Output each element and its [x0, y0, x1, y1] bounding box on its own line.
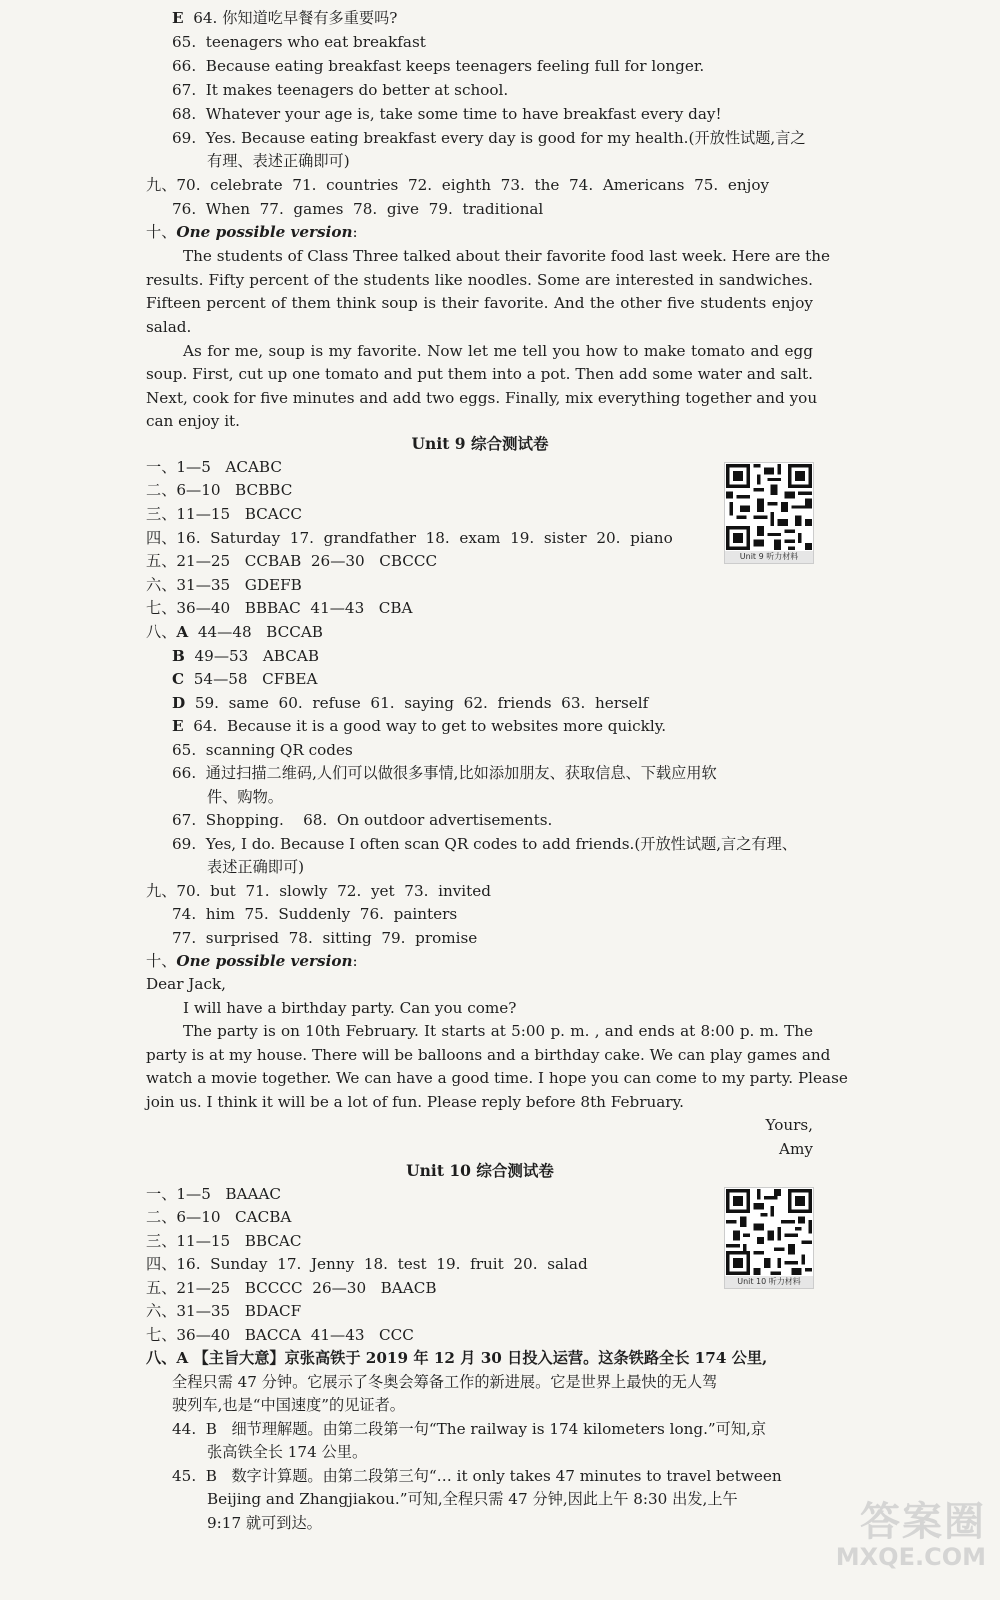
- answer-65: 65. scanning QR codes: [172, 741, 353, 759]
- section-four: 四、16. Sunday 17. Jenny 18. test 19. fruit 20. salad: [146, 1255, 588, 1273]
- answer-text: 44—48 BCCAB: [197, 623, 323, 641]
- answer-text: 64. 你知道吃早餐有多重要吗?: [193, 9, 398, 27]
- answer-65: 65. teenagers who eat breakfast: [172, 33, 426, 51]
- section-nine-line1: 九、70. but 71. slowly 72. yet 73. invited: [146, 882, 491, 900]
- section-nine-line2: 74. him 75. Suddenly 76. painters: [172, 905, 458, 923]
- section-three: 三、11—15 BCACC: [146, 505, 302, 523]
- section-seven: 七、36—40 BBBAC 41—43 CBA: [146, 599, 413, 617]
- section-eight-summary-line3: 驶列车,也是“中国速度”的见证者。: [172, 1396, 405, 1414]
- section-number: 十、: [146, 952, 177, 970]
- section-six: 六、31—35 GDEFB: [146, 576, 302, 594]
- section-eight-b: [172, 645, 319, 667]
- item-label: E: [172, 717, 184, 735]
- item-label: C: [172, 670, 185, 688]
- answer-text: 64. Because it is a good way to get to websites more quickly.: [193, 717, 667, 735]
- section-three: 三、11—15 BBCAC: [146, 1232, 302, 1250]
- watermark-text: 答案圈: [860, 1499, 986, 1545]
- question-44-line1: 44. B 细节理解题。由第二段第一句“The railway is 174 kilometers long.”可知,京: [172, 1420, 767, 1438]
- section-six: 六、31—35 BDACF: [146, 1302, 302, 1320]
- answer-67-68: 67. Shopping. 68. On outdoor advertisements.: [172, 811, 553, 829]
- section-eight-e: [172, 715, 666, 737]
- item-label: D: [172, 694, 186, 712]
- watermark-logo: [836, 1500, 986, 1570]
- section-four: 四、16. Saturday 17. grandfather 18. exam 19. sister 20. piano: [146, 529, 673, 547]
- section-eight-c: [172, 668, 317, 690]
- qr-code-icon: [726, 1189, 812, 1275]
- letter-line: party is at my house. There will be balloons and a birthday cake. We can play games and: [146, 1046, 831, 1064]
- question-44-line2: 张高铁全长 174 公里。: [207, 1443, 368, 1461]
- essay-line: Fifteen percent of them think soup is their favorite. And the other five students enjoy: [146, 294, 813, 312]
- section-two: 二、6—10 BCBBC: [146, 481, 293, 499]
- section-eight-summary-line2: 全程只需 47 分钟。它展示了冬奥会筹备工作的新进展。它是世界上最快的无人驾: [172, 1373, 718, 1391]
- section-two: 二、6—10 CACBA: [146, 1208, 292, 1226]
- unit10-qr-code[interactable]: [724, 1187, 814, 1289]
- unit9-title: Unit 9 综合测试卷: [411, 434, 549, 453]
- qr-code-icon: [726, 464, 812, 550]
- section-nine-line3: 77. surprised 78. sitting 79. promise: [172, 929, 478, 947]
- unit9-qr-code[interactable]: [724, 462, 814, 564]
- version-label: One possible version: [176, 223, 353, 241]
- letter-line: join us. I think it will be a lot of fun. Please reply before 8th February.: [146, 1093, 684, 1111]
- letter-line: watch a movie together. We can have a good time. I hope you can come to my party. Please: [146, 1069, 848, 1087]
- section-number: 八、: [146, 623, 177, 641]
- watermark-domain: MXQE.COM: [835, 1543, 986, 1571]
- qr-caption: Unit 10 听力材料: [725, 1276, 813, 1288]
- section-seven: 七、36—40 BACCA 41—43 CCC: [146, 1326, 414, 1344]
- section-number: 十、: [146, 223, 177, 241]
- letter-line: I will have a birthday party. Can you come?: [183, 999, 517, 1017]
- answer-text: 54—58 CFBEA: [193, 670, 318, 688]
- answer-69-line2: 表述正确即可): [207, 858, 305, 876]
- section-eight-summary-line1: 八、A 【主旨大意】京张高铁于 2019 年 12 月 30 日投入运营。这条铁路全长 174 公里,: [146, 1349, 768, 1367]
- section-five: 五、21—25 BCCCC 26—30 BAACB: [146, 1279, 437, 1297]
- qr-caption: Unit 9 听力材料: [725, 551, 813, 563]
- section-eight-a: [146, 621, 323, 643]
- item-label: E: [172, 9, 184, 27]
- colon: :: [352, 223, 358, 241]
- essay-line: Next, cook for five minutes and add two eggs. Finally, mix everything together and you: [146, 389, 818, 407]
- item-label: A: [176, 623, 189, 641]
- section-one: 一、1—5 BAAAC: [146, 1185, 282, 1203]
- essay-line: The students of Class Three talked about their favorite food last week. Here are the: [183, 247, 831, 265]
- essay-line: As for me, soup is my favorite. Now let me tell you how to make tomato and egg: [183, 342, 813, 360]
- section-ten-heading: [146, 221, 358, 243]
- answer-68: 68. Whatever your age is, take some time to have breakfast every day!: [172, 105, 722, 123]
- essay-line: can enjoy it.: [146, 412, 240, 430]
- essay-line: results. Fifty percent of the students like noodles. Some are interested in sandwiches.: [146, 271, 813, 289]
- section-one: 一、1—5 ACABC: [146, 458, 282, 476]
- letter-salutation: Dear Jack,: [146, 975, 226, 993]
- question-45-line1: 45. B 数字计算题。由第二段第三句“… it only takes 47 minutes to travel between: [172, 1467, 782, 1485]
- answer-e64: [172, 7, 397, 29]
- section-nine-line2: 76. When 77. games 78. give 79. traditional: [172, 200, 544, 218]
- answer-69-line2: 有理、表述正确即可): [207, 152, 350, 170]
- question-45-line2: Beijing and Zhangjiakou.”可知,全程只需 47 分钟,因此上午 8:30 出发,上午: [207, 1490, 738, 1508]
- question-45-line3: 9:17 就可到达。: [207, 1514, 322, 1532]
- answer-66-line2: 件、购物。: [207, 788, 283, 806]
- answer-66: 66. Because eating breakfast keeps teenagers feeling full for longer.: [172, 57, 705, 75]
- item-label: B: [172, 647, 185, 665]
- section-ten-heading: [146, 950, 358, 972]
- unit10-title: Unit 10 综合测试卷: [406, 1161, 554, 1180]
- answer-69-line1: 69. Yes. Because eating breakfast every day is good for my health.(开放性试题,言之: [172, 129, 806, 147]
- answer-text: 49—53 ABCAB: [194, 647, 319, 665]
- letter-signature: Amy: [779, 1140, 813, 1158]
- letter-line: The party is on 10th February. It starts at 5:00 p. m. , and ends at 8:00 p. m. The: [183, 1022, 813, 1040]
- section-nine-line1: 九、70. celebrate 71. countries 72. eighth 73. the 74. Americans 75. enjoy: [146, 176, 770, 194]
- section-eight-d: [172, 692, 648, 714]
- colon: :: [352, 952, 358, 970]
- answer-66-line1: 66. 通过扫描二维码,人们可以做很多事情,比如添加朋友、获取信息、下载应用软: [172, 764, 717, 782]
- essay-line: soup. First, cut up one tomato and put them into a pot. Then add some water and salt.: [146, 365, 813, 383]
- answer-text: 59. same 60. refuse 61. saying 62. friends 63. herself: [194, 694, 649, 712]
- letter-closing: Yours,: [765, 1116, 813, 1134]
- answer-69-line1: 69. Yes, I do. Because I often scan QR codes to add friends.(开放性试题,言之有理、: [172, 835, 797, 853]
- answer-67: 67. It makes teenagers do better at school.: [172, 81, 509, 99]
- essay-line: salad.: [146, 318, 192, 336]
- version-label: One possible version: [176, 952, 353, 970]
- section-five: 五、21—25 CCBAB 26—30 CBCCC: [146, 552, 438, 570]
